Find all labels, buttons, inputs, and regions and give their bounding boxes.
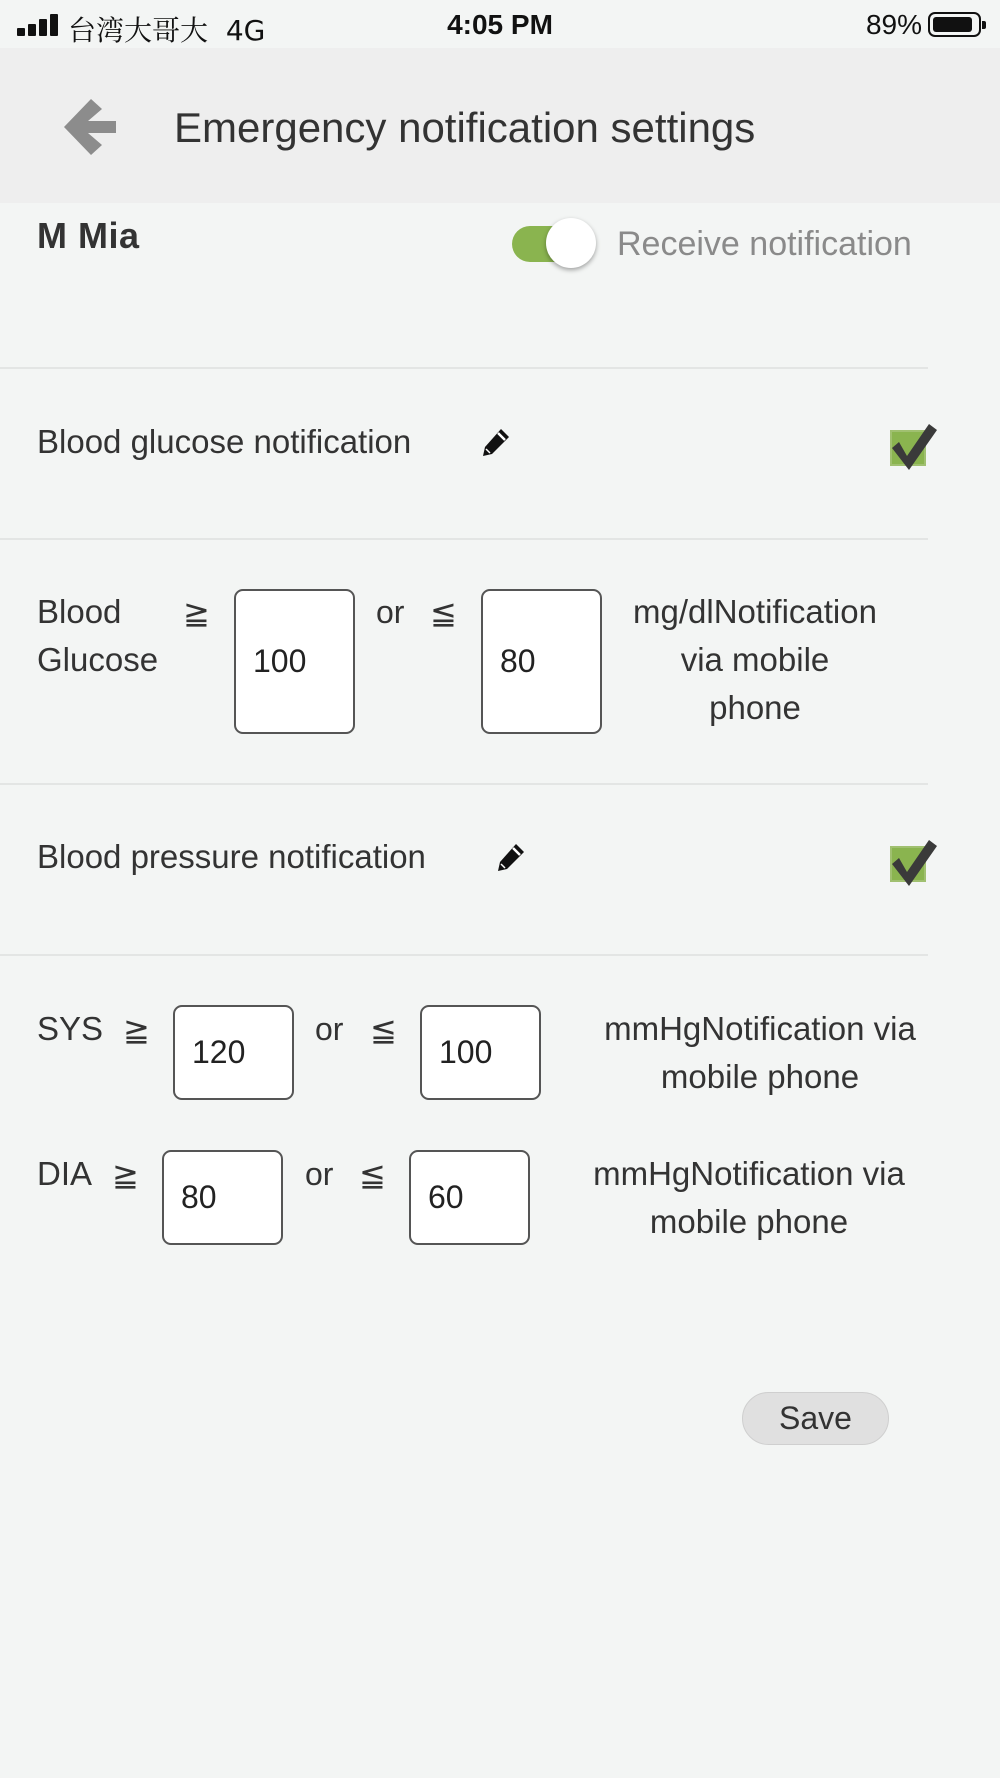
status-time: 4:05 PM [447, 9, 553, 40]
battery-percent: 89% [865, 9, 922, 40]
dia-upper-input[interactable] [162, 1150, 283, 1245]
glucose-section-label: Blood glucose notification [37, 423, 412, 460]
le-symbol: ≦ [430, 595, 457, 631]
sys-upper-input[interactable] [173, 1005, 294, 1100]
sys-label: SYS [37, 1010, 104, 1047]
le-symbol: ≦ [359, 1157, 386, 1193]
battery-icon [928, 12, 981, 37]
receive-notification-label: Receive notification [617, 225, 912, 263]
glucose-lower-input[interactable] [481, 589, 602, 734]
checkmark-icon [887, 836, 939, 890]
or-text: or [305, 1156, 334, 1192]
glucose-unit-text: mg/dlNotification via mobile phone [633, 593, 877, 726]
carrier-text: 台湾大哥大 4G [68, 14, 266, 47]
le-symbol: ≦ [370, 1012, 397, 1048]
receive-notification-toggle[interactable] [512, 226, 594, 262]
or-text: or [376, 594, 405, 630]
header [0, 48, 1000, 203]
page-title: Emergency notification settings [174, 104, 756, 151]
dia-lower-input[interactable] [409, 1150, 530, 1245]
status-bar [0, 0, 1000, 48]
back-button[interactable] [58, 95, 128, 159]
glucose-upper-input[interactable] [234, 589, 355, 734]
sys-unit-text: mmHgNotification via mobile phone [604, 1010, 916, 1095]
glucose-label: Blood Glucose [37, 593, 159, 678]
pressure-notification-checkbox[interactable] [887, 842, 931, 886]
ge-symbol: ≧ [183, 595, 210, 631]
dia-unit-text: mmHgNotification via mobile phone [593, 1155, 905, 1240]
pressure-section-label: Blood pressure notification [37, 838, 426, 875]
divider [0, 367, 928, 369]
divider [0, 538, 928, 540]
toggle-knob [546, 218, 596, 268]
divider [0, 954, 928, 956]
or-text: or [315, 1011, 344, 1047]
ge-symbol: ≧ [123, 1012, 150, 1048]
sys-lower-input[interactable] [420, 1005, 541, 1100]
pencil-icon[interactable] [480, 426, 512, 458]
user-name: M Mia [37, 215, 140, 256]
save-button[interactable]: Save [742, 1392, 889, 1445]
dia-label: DIA [37, 1155, 93, 1192]
checkmark-icon [887, 420, 939, 474]
divider [0, 783, 928, 785]
ge-symbol: ≧ [112, 1157, 139, 1193]
pencil-icon[interactable] [495, 841, 527, 873]
glucose-notification-checkbox[interactable] [887, 426, 931, 470]
arrow-left-icon [58, 95, 120, 159]
